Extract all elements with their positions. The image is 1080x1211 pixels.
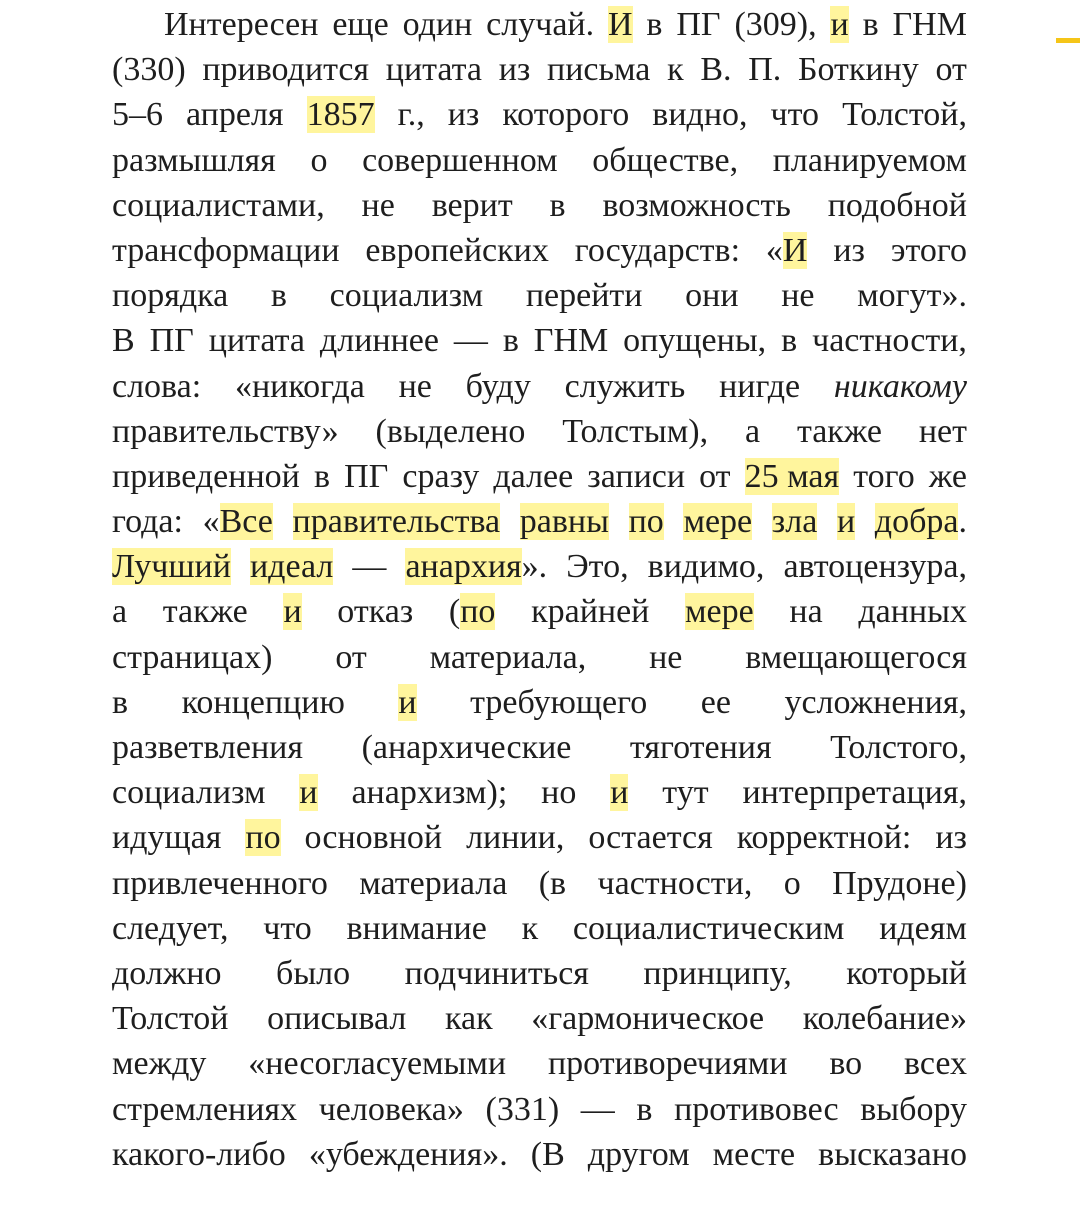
word: материала, [429,638,587,676]
word: крайней [531,593,650,631]
highlight-mark: идеал [249,548,334,586]
word: из [498,51,531,89]
highlighted-word[interactable] [520,499,609,544]
highlight-mark: 25 мая [744,457,840,495]
word: к [521,909,539,947]
text-line [112,725,967,770]
word: государств: [574,231,741,269]
word: — [580,1090,615,1128]
word: из [833,231,865,269]
word: основной [304,819,443,857]
word: европейских [365,231,549,269]
word: анархизм); [351,774,508,812]
word: не [781,277,815,315]
word: противовес [674,1090,839,1128]
word: сразу [402,457,480,495]
word: которого [502,96,630,134]
word: — [352,548,387,586]
highlighted-word[interactable]: (по [448,593,496,631]
highlighted-word[interactable] [685,589,754,634]
word: нет [918,412,967,450]
word: порядка [112,277,229,315]
highlighted-word[interactable]: анархия». [405,548,548,586]
word: было [276,954,351,992]
highlight-mark: И [607,6,633,43]
word: к [667,51,684,89]
word: социализм [329,277,484,315]
word: П. [748,51,782,89]
word: следует, [112,909,229,947]
highlight-mark: по [460,593,496,631]
text-line [112,680,967,725]
highlighted-word[interactable] [772,499,818,544]
word: о [310,141,328,179]
word: в [549,186,566,224]
word: во [829,1045,863,1083]
word: В. [700,51,732,89]
word: опущены, [623,322,767,360]
word: разветвления [112,729,304,766]
word: Толстого, [830,729,967,766]
text-line [112,409,967,454]
word: ее [700,683,731,721]
word: этого [890,231,967,269]
word: идущая [112,819,222,857]
word: (330) [112,51,186,89]
word: месте [712,1135,796,1173]
text-line [112,318,967,363]
highlighted-word[interactable] [398,680,416,725]
word: требующего [470,683,648,721]
word: Боткину [797,51,919,89]
highlight-mark: 1857 [306,96,375,134]
word: в [646,6,663,43]
word: внимание [346,909,487,947]
text-line [112,951,967,996]
text-line [112,92,967,137]
text-line [112,273,967,318]
word: в [502,322,519,360]
text-line [112,544,967,589]
word: от [335,638,367,676]
word: что [263,909,312,947]
word: в [781,322,798,360]
page-text[interactable] [112,2,967,1177]
word: же [928,457,967,495]
word: а [744,412,761,450]
word: ГНМ [892,6,967,43]
highlight-mark: мере [683,503,753,541]
word: В [112,322,135,360]
word: Толстой, [842,96,967,134]
word: возможность [602,186,791,224]
highlighted-word[interactable] [629,499,664,544]
text-line [112,770,967,815]
word: интерпретация, [742,774,967,812]
word: апреля [186,96,284,134]
word: в [112,683,129,721]
highlighted-word[interactable] [683,499,752,544]
word: Это, [566,548,629,586]
word: они [685,277,739,315]
word: не [649,638,683,676]
word: трансформации [112,231,340,269]
word: а [112,593,128,631]
word: но [541,774,577,812]
word: нигде [719,367,801,405]
word: идеям [879,909,967,947]
word: отказ [337,593,414,631]
word: Толстым), [562,412,709,450]
word: в [313,457,331,495]
word: «гармоническое [531,1000,765,1038]
word: выбору [860,1090,967,1128]
word: между [112,1045,207,1083]
word: ПГ [149,322,194,360]
highlighted-word[interactable] [112,544,231,589]
word: подобной [827,186,967,224]
word: ПГ [676,6,721,43]
word: не [361,186,395,224]
word: (анархические [361,729,572,766]
word: о [783,864,801,902]
text-line [112,1087,967,1132]
word: никакому [833,367,967,405]
word: концепцию [181,683,345,721]
word: описывал [267,1000,407,1038]
word: (В [530,1135,565,1173]
word: буду [465,367,531,405]
highlight-mark: Лучший [112,548,231,586]
word: человека» [318,1090,464,1128]
word: тут [662,774,709,812]
highlight-mark: зла [771,503,818,541]
highlighted-word[interactable] [610,770,628,815]
highlighted-word[interactable] [830,2,848,47]
word: из [935,819,967,857]
highlight-mark: и [836,503,856,541]
highlight-mark: И [782,231,808,269]
word: что [770,96,820,134]
word: вмещающегося [745,638,967,676]
text-line [112,454,967,499]
word: обществе, [592,141,739,179]
word: приведенной [112,457,300,495]
word: записи [587,457,686,495]
word: (309), [734,6,817,43]
word: остается [588,819,713,857]
text-line [112,228,967,273]
word: цитата [385,51,483,89]
word: от [699,457,731,495]
word: видно, [652,96,748,134]
word: всех [903,1045,967,1083]
word: «убеждения». [308,1135,508,1173]
highlight-mark: и [830,6,849,43]
highlight-mark: и [398,683,417,721]
word: видимо, [647,548,765,586]
highlighted-word[interactable] [283,589,301,634]
text-line [112,138,967,183]
word: — [453,322,488,360]
highlight-mark: по [245,819,281,857]
word: Интересен [164,6,319,43]
word: должно [112,954,222,992]
word: какого-либо [112,1135,286,1173]
word: слова: [112,367,202,405]
word: усложнения, [784,683,967,721]
highlight-mark: и [299,774,318,812]
highlighted-word[interactable] [745,454,840,499]
word: частности, [597,864,753,902]
word: Прудоне) [832,864,967,902]
word: правительству» [112,412,339,450]
word: подчиниться [404,954,589,992]
word: на [789,593,823,631]
word: корректной: [736,819,912,857]
highlight-mark: правительства [292,503,501,541]
word: «никогда [234,367,365,405]
word: еще [332,6,389,43]
word: (в [538,864,567,902]
text-line [112,906,967,951]
word: колебание» [802,1000,967,1038]
highlight-mark: равны [519,503,609,541]
text-line [112,47,967,92]
text-line [112,1041,967,1086]
word: верит [431,186,513,224]
word: совершенном [362,141,558,179]
highlight-mark: по [628,503,664,541]
word: в [636,1090,653,1128]
text-line [112,1132,967,1177]
word: частности, [812,322,967,360]
word: перейти [525,277,643,315]
text-line [112,2,967,47]
word: служить [564,367,686,405]
word: длиннее [319,322,439,360]
word: «несогласуемыми [248,1045,507,1083]
highlight-mark: мере [685,593,754,631]
word: данных [858,593,967,631]
word: противоречиями [547,1045,788,1083]
word: приводится [202,51,370,89]
word: письма [547,51,651,89]
word: также [162,593,248,631]
highlighted-word[interactable] [608,2,633,47]
highlighted-word[interactable] [299,770,317,815]
word: не [398,367,432,405]
word: далее [493,457,574,495]
word: тяготения [629,729,772,766]
highlighted-word[interactable] [245,815,280,860]
word: принципу, [643,954,792,992]
word: Толстой [112,1000,229,1038]
highlighted-word[interactable] [250,544,333,589]
word: как [444,1000,493,1038]
highlighted-word[interactable]: добра. [874,503,967,541]
word: материала [359,864,508,902]
text-line [112,183,967,228]
word: из [447,96,480,134]
word: в [270,277,287,315]
word: цитата [208,322,305,360]
highlighted-word[interactable] [837,499,855,544]
highlight-mark: Все [219,503,273,541]
word: от [935,51,967,89]
word: того [853,457,915,495]
word: могут». [857,277,967,315]
word: стремлениях [112,1090,298,1128]
highlight-mark: и [610,774,629,812]
word: линии, [466,819,565,857]
text-line [112,635,967,680]
word: который [846,954,967,992]
highlighted-word[interactable]: «Все [202,503,273,541]
word: один [402,6,473,43]
highlighted-word[interactable]: «И [765,231,808,269]
word: размышляя [112,141,276,179]
text-line [112,815,967,860]
highlighted-word[interactable] [307,92,375,137]
word: высказано [818,1135,967,1173]
word: социализм [112,774,266,812]
bookmark-marker-icon[interactable] [1056,38,1080,43]
text-line [112,996,967,1041]
word: г., [397,96,425,134]
text-line [112,499,967,544]
word: (331) [485,1090,560,1128]
word: автоцензура, [783,548,967,586]
word: года: [112,503,183,541]
word: планируемом [772,141,967,179]
highlighted-word[interactable] [293,499,501,544]
word: страницах) [112,638,273,676]
text-line [112,364,967,409]
word: 5–6 [112,96,163,134]
highlight-mark: анархия [405,548,522,586]
word: ГНМ [533,322,609,360]
word: случай. [486,6,595,43]
word: ПГ [344,457,389,495]
word: социалистами, [112,186,325,224]
word: социалистическим [572,909,845,947]
text-line [112,589,967,634]
word: привлеченного [112,864,328,902]
word: другом [587,1135,690,1173]
word: в [862,6,879,43]
highlight-mark: добра [874,503,959,541]
highlight-mark: и [283,593,302,631]
text-line [112,861,967,906]
word: (выделено [375,412,526,450]
word: также [796,412,882,450]
